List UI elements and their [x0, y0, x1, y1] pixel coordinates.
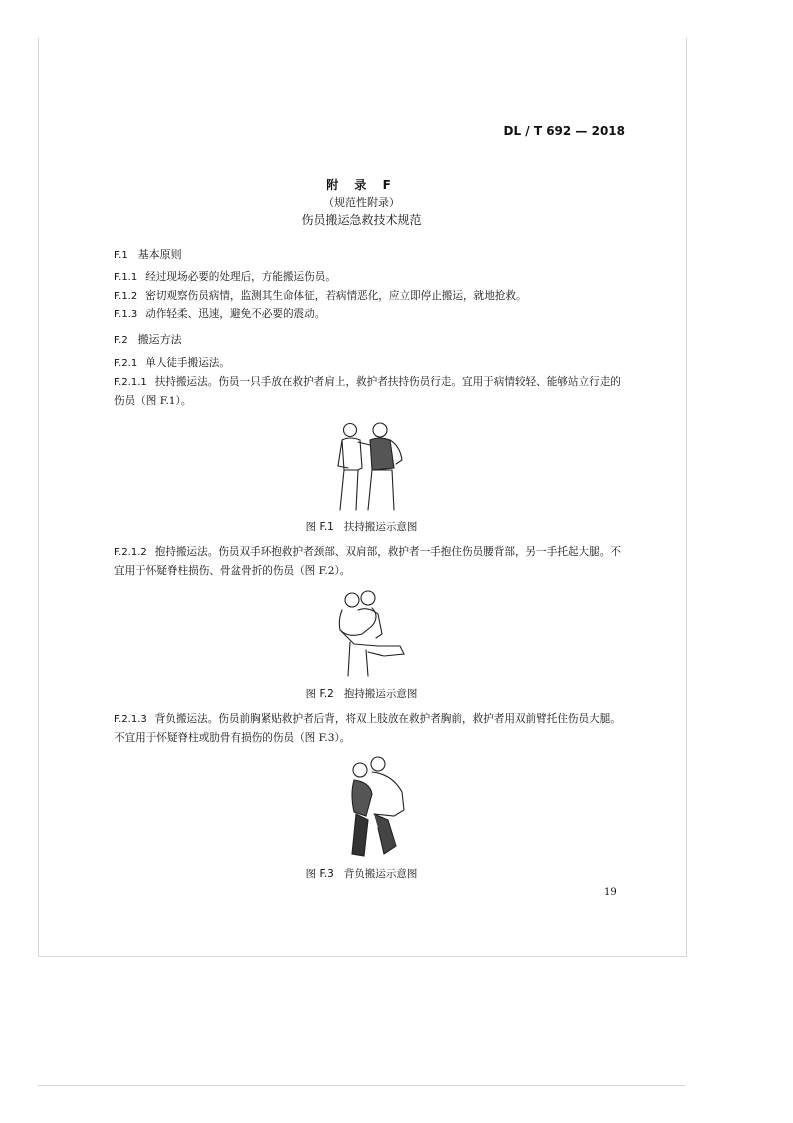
clause-number: F.2.1 [114, 358, 138, 369]
figure-f1-caption [38, 519, 685, 534]
figure-f3-illustration [344, 754, 410, 858]
clause-f2-1-3 [114, 710, 630, 748]
clause-f2-1-1 [114, 373, 630, 411]
figure-caption-text: 抱持搬运示意图 [343, 688, 418, 700]
section-heading-f2 [114, 331, 182, 347]
figure-f2-illustration [328, 586, 410, 678]
figure-caption-text: 背负搬运示意图 [343, 868, 418, 880]
section-number: F.2 [114, 335, 128, 346]
figure-number: 图 F.3 [305, 868, 334, 880]
figure-number: 图 F.1 [305, 521, 334, 533]
clause-number: F.2.1.3 [114, 714, 147, 725]
clause-f2-1 [114, 354, 230, 373]
appendix-type: （规范性附录） [323, 196, 400, 209]
standard-code: DL / T 692 — 2018 [503, 124, 625, 138]
clause-f1-1 [114, 268, 336, 287]
clause-text: 经过现场必要的处理后，方能搬运伤员。 [145, 271, 336, 283]
next-page-divider [38, 1085, 685, 1086]
clause-number: F.1.1 [114, 272, 138, 283]
clause-f1-3 [114, 305, 325, 324]
section-heading-f1 [114, 246, 182, 262]
figure-f2-caption [38, 686, 685, 701]
section-title: 搬运方法 [137, 333, 182, 346]
section-title: 基本原则 [137, 248, 182, 261]
clause-text: 抱持搬运法。伤员双手环抱救护者颈部、双肩部，救护者一手抱住伤员腰背部，另一手托起大腿。不宜用于怀疑脊柱损伤、骨盆骨折的伤员（图 F.2）。 [114, 546, 621, 577]
figure-f1-illustration [328, 420, 408, 512]
clause-number: F.2.1.2 [114, 547, 147, 558]
figure-caption-text: 扶持搬运示意图 [343, 521, 418, 533]
clause-text: 动作轻柔、迅速，避免不必要的震动。 [145, 308, 326, 320]
clause-text: 扶持搬运法。伤员一只手放在救护者肩上，救护者扶持伤员行走。宜用于病情较轻、能够站立行走的伤员（图 F.1）。 [114, 376, 621, 407]
clause-f2-1-2 [114, 543, 630, 581]
clause-text: 背负搬运法。伤员前胸紧贴救护者后背，将双上肢放在救护者胸前，救护者用双前臂托住伤员大腿。不宜用于怀疑脊柱或肋骨有损伤的伤员（图 F.3）。 [114, 713, 621, 744]
clause-f1-2 [114, 287, 527, 306]
figure-number: 图 F.2 [305, 688, 334, 700]
clause-number: F.1.3 [114, 309, 138, 320]
clause-text: 单人徒手搬运法。 [145, 357, 230, 369]
page-number: 19 [604, 887, 617, 898]
appendix-name: 伤员搬运急救技术规范 [301, 213, 422, 227]
clause-number: F.2.1.1 [114, 377, 147, 388]
figure-f3-caption [38, 866, 685, 881]
clause-text: 密切观察伤员病情，监测其生命体征，若病情恶化，应立即停止搬运，就地抢救。 [145, 290, 527, 302]
appendix-title: 附 录 F [326, 178, 397, 192]
section-number: F.1 [114, 250, 128, 261]
clause-number: F.1.2 [114, 291, 138, 302]
